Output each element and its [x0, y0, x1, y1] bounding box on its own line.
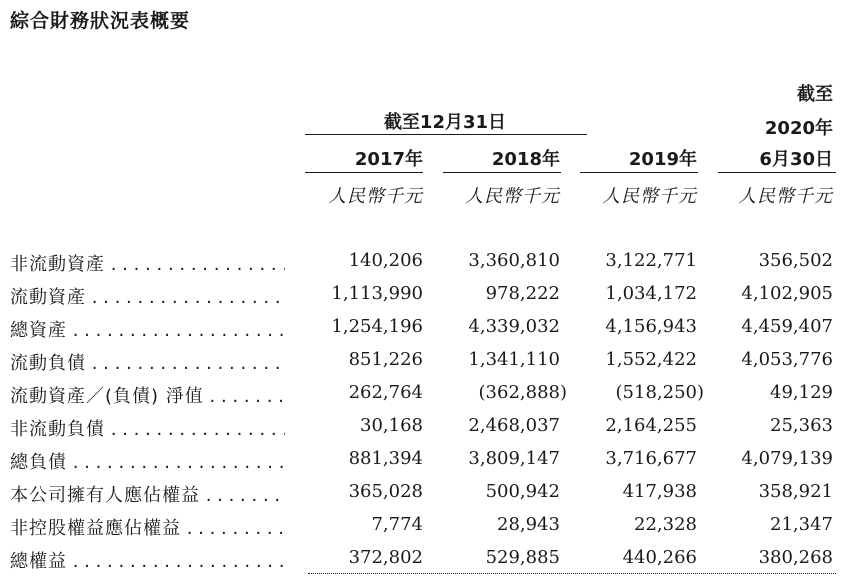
cell-2018: 3,360,810 — [468, 250, 560, 271]
cell-2020-jun: 356,502 — [758, 250, 833, 271]
cell-2020-jun: 21,347 — [770, 514, 833, 535]
cell-2017: 1,254,196 — [331, 316, 423, 337]
cell-2020-jun: 4,053,776 — [741, 349, 833, 370]
total-row-rule — [308, 573, 836, 574]
cell-2019: 2,164,255 — [605, 415, 697, 436]
cell-2020-jun: 4,459,407 — [741, 316, 833, 337]
cell-2020-jun: 4,079,139 — [741, 448, 833, 469]
cell-2020-jun: 49,129 — [770, 382, 833, 403]
row-label: 本公司擁有人應佔權益 . . . — [10, 481, 285, 507]
cell-2018: 1,341,110 — [468, 349, 560, 370]
cell-2020-jun: 358,921 — [758, 481, 833, 502]
col1-header: 2017年 — [354, 149, 423, 170]
col1-header-rule — [305, 172, 423, 173]
col4-header-line2: 2020年 — [764, 118, 833, 139]
cell-2020-jun: 4,102,905 — [741, 283, 833, 304]
cell-2017: 262,764 — [348, 382, 423, 403]
col3-unit: 人民幣千元 — [602, 186, 697, 207]
table-row — [0, 316, 850, 346]
cell-2018: 978,222 — [485, 283, 560, 304]
cell-2017: 365,028 — [348, 481, 423, 502]
col4-header-rule — [718, 172, 836, 173]
cell-2017: 851,226 — [348, 349, 423, 370]
cell-2017: 881,394 — [348, 448, 423, 469]
cell-2018: 4,339,032 — [468, 316, 560, 337]
cell-2019: 4,156,943 — [605, 316, 697, 337]
cell-2017: 140,206 — [348, 250, 423, 271]
col2-unit: 人民幣千元 — [465, 186, 560, 207]
cell-2018: (362,888) — [478, 382, 567, 403]
col4-header-line3: 6月30日 — [759, 149, 833, 170]
cell-2018: 529,885 — [485, 547, 560, 568]
cell-2019: (518,250) — [615, 382, 704, 403]
col2-header: 2018年 — [491, 149, 560, 170]
table-row — [0, 250, 850, 280]
cell-2019: 1,034,172 — [605, 283, 697, 304]
group-header-rule — [305, 134, 587, 135]
group-header: 截至12月31日 — [383, 112, 507, 133]
table-row — [0, 283, 850, 313]
row-label: 流動資產／(負債) 淨值 . . . — [10, 382, 285, 408]
row-label: 非流動資產 . . . — [10, 250, 285, 276]
cell-2017: 1,113,990 — [331, 283, 423, 304]
cell-2020-jun: 380,268 — [758, 547, 833, 568]
col3-header-rule — [580, 172, 698, 173]
table-row — [0, 382, 850, 412]
cell-2019: 3,122,771 — [605, 250, 697, 271]
table-row — [0, 448, 850, 478]
cell-2019: 440,266 — [622, 547, 697, 568]
col4-unit: 人民幣千元 — [738, 186, 833, 207]
cell-2017: 372,802 — [348, 547, 423, 568]
table-row — [0, 415, 850, 445]
cell-2020-jun: 25,363 — [770, 415, 833, 436]
table-row — [0, 514, 850, 544]
row-label: 總權益 . . . — [10, 547, 285, 573]
cell-2017: 7,774 — [371, 514, 423, 535]
page-title: 綜合財務狀況表概要 — [10, 10, 191, 32]
row-label: 非流動負債 . . . — [10, 415, 285, 441]
row-label: 非控股權益應佔權益 . . . — [10, 514, 285, 540]
cell-2018: 500,942 — [485, 481, 560, 502]
row-label: 流動資產 . . . — [10, 283, 285, 309]
col2-header-rule — [443, 172, 561, 173]
cell-2018: 3,809,147 — [468, 448, 560, 469]
cell-2019: 417,938 — [622, 481, 697, 502]
cell-2019: 22,328 — [634, 514, 697, 535]
col3-header: 2019年 — [628, 149, 697, 170]
table-row — [0, 349, 850, 379]
cell-2019: 3,716,677 — [605, 448, 697, 469]
cell-2017: 30,168 — [360, 415, 423, 436]
col4-header-line1: 截至 — [797, 84, 833, 105]
col1-unit: 人民幣千元 — [328, 186, 423, 207]
row-label: 總負債 . . . — [10, 448, 285, 474]
cell-2018: 28,943 — [497, 514, 560, 535]
row-label: 總資產 . . . — [10, 316, 285, 342]
cell-2019: 1,552,422 — [605, 349, 697, 370]
table-row — [0, 481, 850, 511]
row-label: 流動負債 . . . — [10, 349, 285, 375]
cell-2018: 2,468,037 — [468, 415, 560, 436]
